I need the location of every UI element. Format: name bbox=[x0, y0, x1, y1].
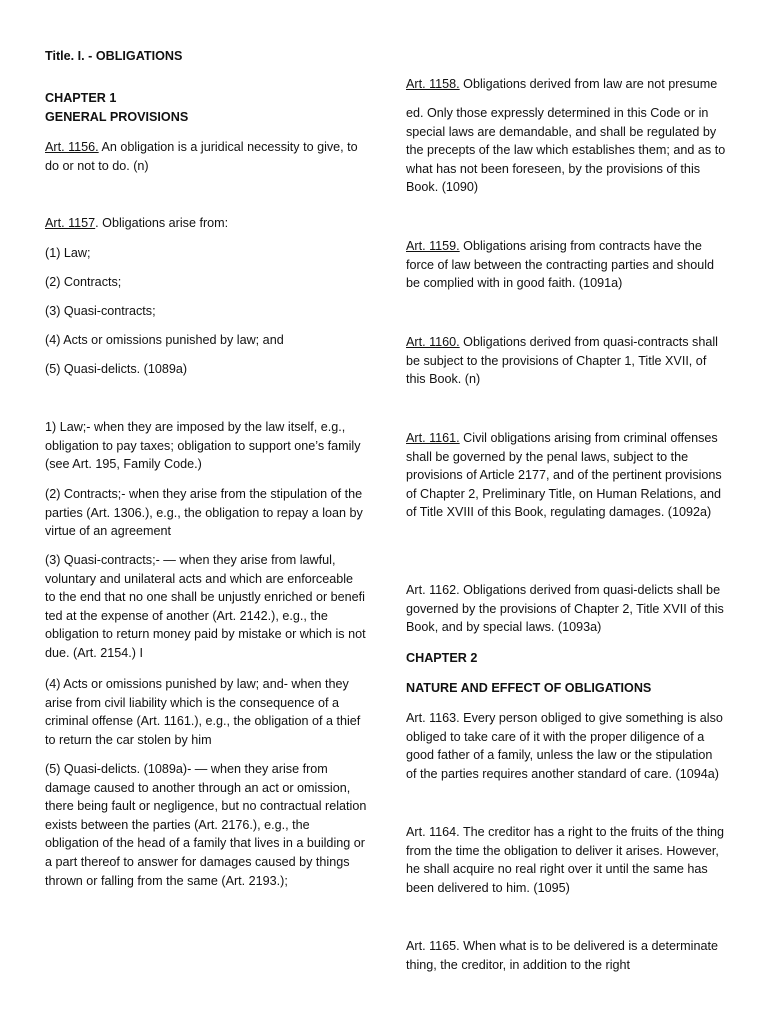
explanation-quasi-delicts: (5) Quasi-delicts. (1089a)- — when they arise from damage caused to another through an act or omission, there being fault or negligence, but no contractual relation exists between the parties (Art. 2176.), e.g., the obligation of the head of a family that lives in a building or a part thereof to answer for damages caused by things thrown or falling from the same (Art. 2193.); bbox=[45, 762, 367, 888]
art-1156-paragraph bbox=[45, 138, 367, 175]
art-1158-ref: Art. 1158. bbox=[406, 77, 460, 91]
source-item-4: (4) Acts or omissions punished by law; and bbox=[45, 333, 284, 347]
art-1160-ref: Art. 1160. bbox=[406, 335, 460, 349]
art-1165-paragraph: Art. 1165. When what is to be delivered is a determinate thing, the creditor, in addition to the right bbox=[406, 939, 718, 972]
art-1160-paragraph bbox=[406, 333, 726, 389]
title-heading: Title. I. - OBLIGATIONS bbox=[45, 49, 183, 63]
art-1158-paragraph bbox=[406, 75, 726, 94]
source-item-1: (1) Law; bbox=[45, 246, 91, 260]
general-provisions-heading: GENERAL PROVISIONS bbox=[45, 110, 189, 124]
art-1163-paragraph: Art. 1163. Every person obliged to give something is also obliged to take care of it with the proper diligence of a good father of a family, unless the law or the stipulation of the parties requires another standard of care. (1094a) bbox=[406, 711, 723, 781]
explanation-contracts: (2) Contracts;- when they arise from the stipulation of the parties (Art. 1306.), e.g., the obligation to repay a loan by virtue of an agreement bbox=[45, 487, 363, 539]
explanation-law: 1) Law;- when they are imposed by the law itself, e.g., obligation to pay taxes; obligation to support one’s family (see Art. 195, Family Code.) bbox=[45, 420, 361, 472]
chapter-1-heading: CHAPTER 1 bbox=[45, 91, 117, 105]
art-1159-text: Obligations arising from contracts have the force of law between the contracting parties and should be complied with in good faith. (1091a) bbox=[406, 239, 715, 291]
chapter-2-heading: CHAPTER 2 bbox=[406, 651, 478, 665]
art-1161-ref: Art. 1161. bbox=[406, 431, 460, 445]
explanation-quasi-contracts: (3) Quasi-contracts;- — when they arise from lawful, voluntary and unilateral acts and which are enforceable to the end that no one shall be unjustly enriched or benefi ted at the expense of another (Art. 2142.), e.g., the obligation to return money paid by mistake or which is not due. (Art. 2154.) I bbox=[45, 553, 366, 660]
art-1159-ref: Art. 1159. bbox=[406, 239, 460, 253]
art-1161-text: Civil obligations arising from criminal offenses shall be governed by the penal laws, subject to the provisions of Article 2177, and of the pertinent provisions of Chapter 2, Preliminary Title, on Human Relations, and of Title XVIII of this Book, regulating damages. (1092a) bbox=[406, 431, 722, 520]
art-1157-text: . Obligations arise from: bbox=[95, 216, 229, 230]
art-1158-text: Obligations derived from law are not presume bbox=[459, 77, 718, 91]
art-1164-paragraph: Art. 1164. The creditor has a right to the fruits of the thing from the time the obligation to deliver it arises. However, he shall acquire no real right over it until the same has been delivered to him. (1095) bbox=[406, 825, 725, 895]
source-item-2: (2) Contracts; bbox=[45, 275, 122, 289]
art-1156-text: An obligation is a juridical necessity to give, to do or not to do. (n) bbox=[45, 140, 358, 173]
source-item-5: (5) Quasi-delicts. (1089a) bbox=[45, 362, 188, 376]
nature-effect-heading: NATURE AND EFFECT OF OBLIGATIONS bbox=[406, 681, 652, 695]
art-1161-paragraph bbox=[406, 429, 726, 522]
art-1157-ref: Art. 1157 bbox=[45, 216, 96, 230]
art-1157-paragraph bbox=[45, 214, 367, 233]
art-1159-paragraph bbox=[406, 237, 726, 293]
art-1158-continuation: ed. Only those expressly determined in this Code or in special laws are demandable, and shall be regulated by the precepts of the law which establishes them; and as to what has not been foreseen, by the provisions of this Book. (1090) bbox=[406, 106, 726, 195]
art-1160-text: Obligations derived from quasi-contracts shall be subject to the provisions of Chapter 1, Title XVII, of this Book. (n) bbox=[406, 335, 718, 387]
source-item-3: (3) Quasi-contracts; bbox=[45, 304, 156, 318]
explanation-acts-omissions: (4) Acts or omissions punished by law; and- when they arise from civil liability which is the consequence of a criminal offense (Art. 1161.), e.g., the obligation of a thief to return the car stolen by him bbox=[45, 677, 361, 747]
art-1162-paragraph: Art. 1162. Obligations derived from quasi-delicts shall be governed by the provisions of Chapter 2, Title XVII of this Book, and by special laws. (1093a) bbox=[406, 583, 724, 635]
art-1156-ref: Art. 1156. bbox=[45, 140, 99, 154]
